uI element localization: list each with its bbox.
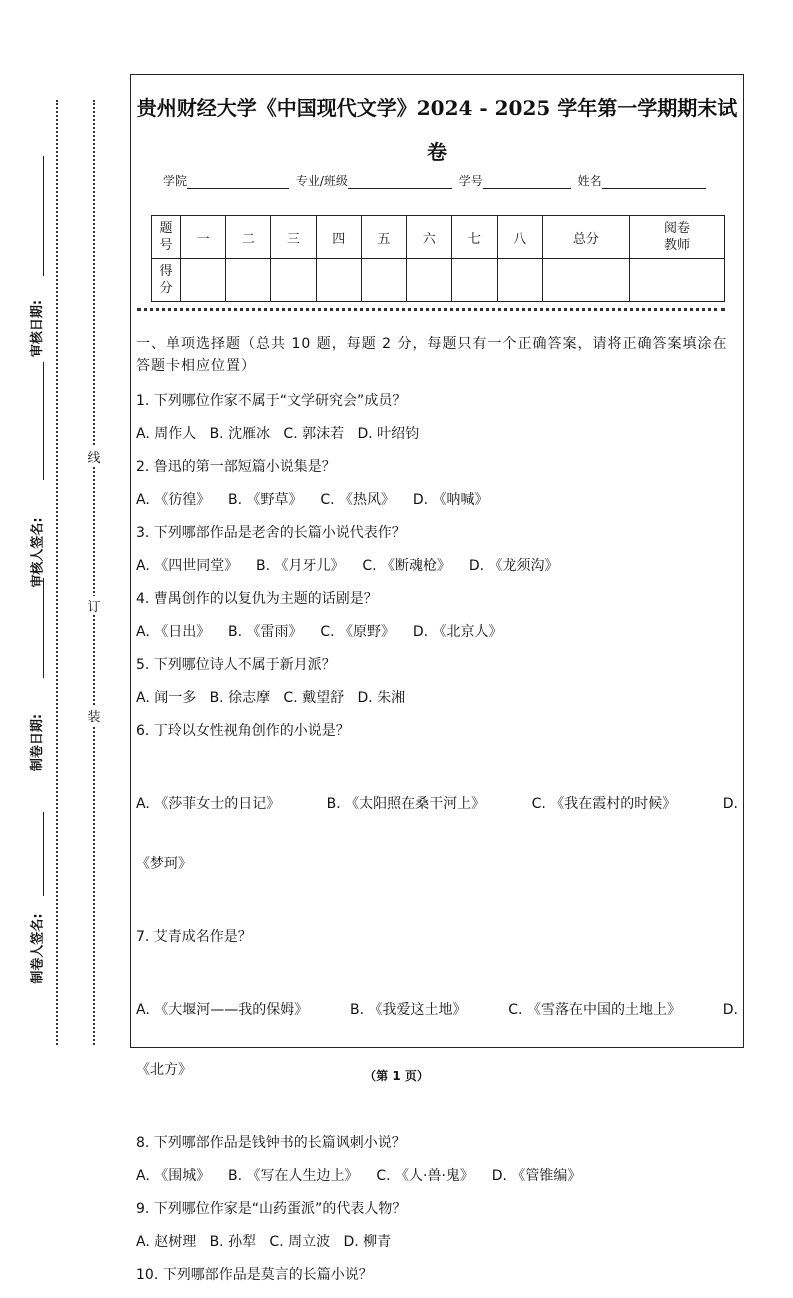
- score-cell-blank[interactable]: [271, 259, 316, 302]
- question-stem: 9. 下列哪位作家是“山药蛋派”的代表人物？: [136, 1201, 407, 1217]
- question-stem: 4. 曹禺创作的以复仇为主题的话剧是？: [136, 591, 378, 607]
- exam-title: [131, 86, 743, 174]
- score-cell-blank[interactable]: [497, 259, 542, 302]
- score-cell-blank[interactable]: [316, 259, 361, 302]
- binding-mark-staple: 订: [85, 596, 103, 615]
- student-info-row: [163, 172, 723, 189]
- score-cell-blank[interactable]: [181, 259, 226, 302]
- name-label: 姓名: [577, 174, 602, 188]
- section-heading: 一、单项选择题（总共 10 题，每题 2 分，每题只有一个正确答案，请将正确答案填涂在答题卡相应位置）: [136, 336, 728, 374]
- exam-title-line1: 贵州财经大学《中国现代文学》2024 - 2025 学年第一学期期末试: [136, 96, 738, 120]
- maker-date-label: 制卷日期:: [30, 713, 46, 771]
- option-c: C. 《雪落在中国的土地上》: [508, 1002, 681, 1018]
- question-options: A. 闻一多 B. 徐志摩 C. 戴望舒 D. 朱湘: [136, 690, 406, 706]
- binding-dotted-line-inner: [93, 100, 95, 1045]
- question-options: A. 《彷徨》 B. 《野草》 C. 《热风》 D. 《呐喊》: [136, 492, 489, 508]
- option-d: D.: [722, 1002, 738, 1018]
- option-d: D.: [722, 796, 738, 812]
- score-cell-header: 七: [452, 216, 497, 259]
- option-b: B. 《我爱这土地》: [350, 1002, 467, 1018]
- question-options: [136, 754, 738, 914]
- question-stem: 1. 下列哪位作家不属于“文学研究会”成员？: [136, 393, 407, 409]
- score-cell-blank[interactable]: [407, 259, 452, 302]
- question-stem: 2. 鲁迅的第一部短篇小说集是？: [136, 459, 336, 475]
- college-label: 学院: [163, 174, 188, 188]
- major-field[interactable]: [348, 176, 452, 189]
- score-table-header-row: [152, 216, 725, 259]
- reviewer-sign-line: [43, 362, 44, 480]
- score-row-label: 得 分: [152, 259, 181, 302]
- question-stem: 5. 下列哪位诗人不属于新月派？: [136, 657, 336, 673]
- maker-date-line: [43, 578, 44, 678]
- score-cell-header: 总分: [542, 216, 629, 259]
- maker-sign-label: 制卷人签名:: [30, 912, 46, 984]
- option-d-text: 《北方》: [136, 1062, 192, 1078]
- major-label: 专业/班级: [295, 174, 348, 188]
- exam-title-line2: 卷: [427, 140, 447, 164]
- reviewer-date-line: [43, 156, 44, 276]
- score-cell-blank[interactable]: [226, 259, 271, 302]
- question-options: A. 《日出》 B. 《雷雨》 C. 《原野》 D. 《北京人》: [136, 624, 503, 640]
- option-a: A. 《莎菲女士的日记》: [136, 796, 281, 812]
- score-cell-header: 阅卷 教师: [630, 216, 725, 259]
- question-options: [136, 960, 738, 1120]
- college-field[interactable]: [187, 176, 289, 189]
- question-options: A. 赵树理 B. 孙犁 C. 周立波 D. 柳青: [136, 1234, 392, 1250]
- score-cell-header: 四: [316, 216, 361, 259]
- reviewer-date-label: 审核日期:: [30, 299, 46, 357]
- student-id-field[interactable]: [483, 176, 571, 189]
- maker-sign-line: [43, 812, 44, 896]
- exam-content: [136, 333, 738, 1298]
- question-stem: 7. 艾青成名作是？: [136, 929, 252, 945]
- question-stem: 6. 丁玲以女性视角创作的小说是？: [136, 723, 350, 739]
- score-cell-header: 三: [271, 216, 316, 259]
- student-id-label: 学号: [458, 174, 483, 188]
- page-number: （第 1 页）: [364, 1069, 429, 1083]
- option-d-text: 《梦珂》: [136, 856, 192, 872]
- binding-mark-seal: 装: [85, 706, 103, 725]
- question-options: A. 《围城》 B. 《写在人生边上》 C. 《人·兽·鬼》 D. 《管锥编》: [136, 1168, 582, 1184]
- score-cell-blank[interactable]: [542, 259, 629, 302]
- question-options: A. 《四世同堂》 B. 《月牙儿》 C. 《断魂枪》 D. 《龙须沟》: [136, 558, 559, 574]
- score-cell-header: 六: [407, 216, 452, 259]
- question-options: A. 周作人 B. 沈雁冰 C. 郭沫若 D. 叶绍钧: [136, 426, 420, 442]
- score-table: [151, 215, 725, 302]
- reviewer-sign-label: 审核人签名:: [30, 516, 46, 588]
- score-cell-header: 题 号: [152, 216, 181, 259]
- score-cell-header: 五: [361, 216, 406, 259]
- name-field[interactable]: [602, 176, 706, 189]
- score-table-score-row: [152, 259, 725, 302]
- question-stem: 8. 下列哪部作品是钱钟书的长篇讽刺小说？: [136, 1135, 406, 1151]
- score-cell-header: 二: [226, 216, 271, 259]
- score-cell-blank[interactable]: [361, 259, 406, 302]
- option-a: A. 《大堰河——我的保姆》: [136, 1002, 309, 1018]
- option-c: C. 《我在霞村的时候》: [531, 796, 677, 812]
- score-cell-blank[interactable]: [630, 259, 725, 302]
- score-cell-header: 一: [181, 216, 226, 259]
- question-stem: 3. 下列哪部作品是老舍的长篇小说代表作？: [136, 525, 406, 541]
- score-cell-header: 八: [497, 216, 542, 259]
- question-stem: 10. 下列哪部作品是莫言的长篇小说？: [136, 1267, 373, 1283]
- section-separator: [137, 308, 725, 311]
- option-b: B. 《太阳照在桑干河上》: [326, 796, 486, 812]
- score-cell-blank[interactable]: [452, 259, 497, 302]
- binding-dotted-line-outer: [56, 100, 58, 1045]
- binding-mark-line: 线: [85, 447, 103, 466]
